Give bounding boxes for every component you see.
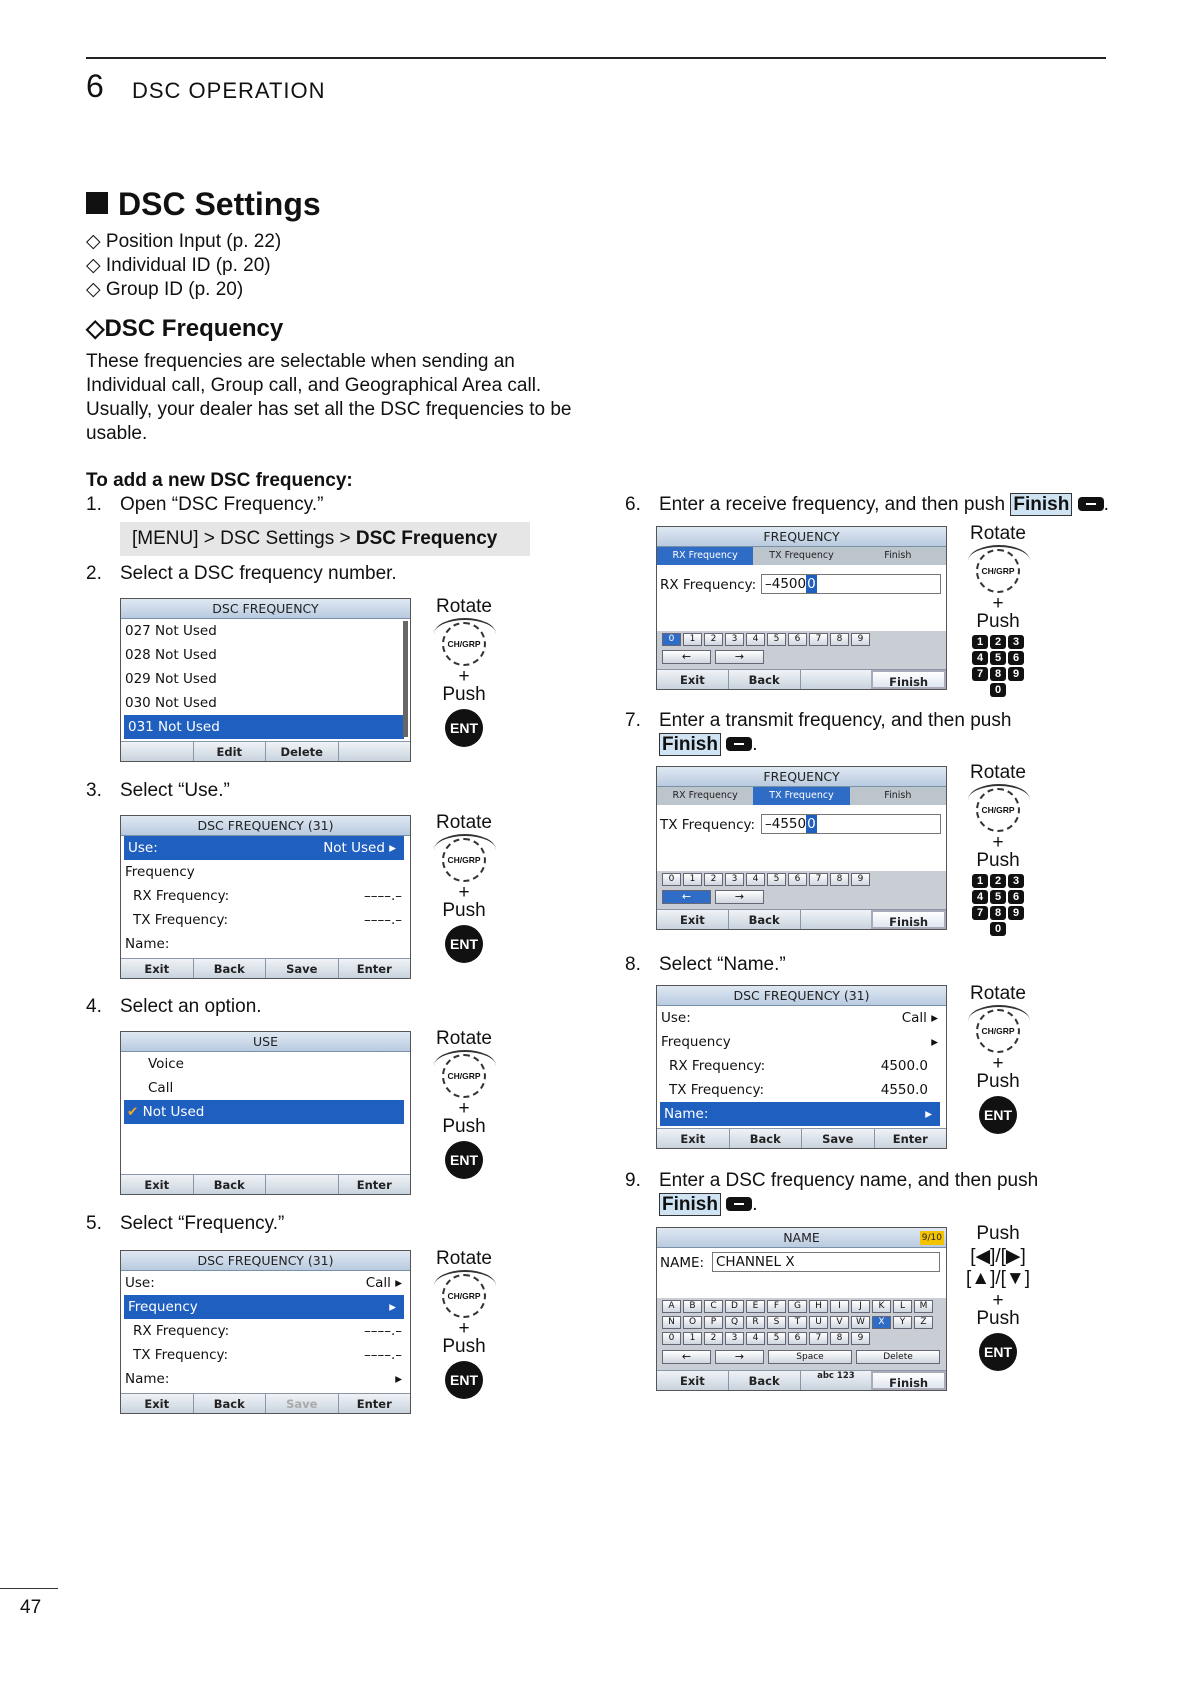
- key-s[interactable]: S: [767, 1316, 786, 1329]
- key-j[interactable]: J: [851, 1300, 870, 1313]
- right-arrow-key[interactable]: →: [715, 890, 764, 904]
- step-9: 9. Enter a DSC frequency name, and then push: [625, 1170, 1039, 1191]
- control-rotate-push: Rotate CH/GRP + Push ENT: [424, 1028, 504, 1179]
- key-5[interactable]: 5: [767, 1332, 786, 1345]
- screen-rx-frequency-entry: [656, 526, 947, 690]
- ent-key[interactable]: ENT: [445, 1361, 483, 1399]
- ent-key[interactable]: ENT: [979, 1333, 1017, 1371]
- softkey-finish[interactable]: Finish: [871, 670, 946, 689]
- softkey[interactable]: [265, 1175, 338, 1194]
- rx-frequency-row: RX Frequency: ––––.–: [133, 1323, 402, 1339]
- screen-title: DSC FREQUENCY (31): [121, 1251, 410, 1271]
- screen-title: DSC FREQUENCY (31): [657, 986, 946, 1006]
- screen-tx-frequency-entry: [656, 766, 947, 930]
- edit-keys: [662, 1350, 940, 1364]
- key-2[interactable]: 2: [704, 873, 723, 886]
- key-b[interactable]: B: [683, 1300, 702, 1313]
- softkey[interactable]: [800, 670, 872, 689]
- chapter-title: DSC OPERATION: [132, 78, 326, 103]
- key-a[interactable]: A: [662, 1300, 681, 1313]
- chapter-number: 6: [86, 68, 104, 104]
- softkey-exit[interactable]: Exit: [680, 913, 705, 927]
- minus-key-icon: [1078, 497, 1104, 511]
- list-item[interactable]: 030 Not Used: [125, 695, 217, 711]
- letter-keys-row-1: [662, 1300, 933, 1313]
- finish-key: Finish: [659, 1193, 721, 1216]
- key-8[interactable]: 8: [830, 873, 849, 886]
- tab-tx-frequency[interactable]: TX Frequency: [753, 787, 849, 805]
- link-individual-id[interactable]: ◇ Individual ID (p. 20): [86, 255, 271, 276]
- left-arrow-key[interactable]: ←: [662, 1350, 711, 1364]
- key-l[interactable]: L: [893, 1300, 912, 1313]
- softkey-save[interactable]: Save: [265, 959, 338, 978]
- softkey-exit[interactable]: Exit: [144, 962, 170, 976]
- ch-grp-dial-icon[interactable]: CH/GRP: [976, 788, 1020, 832]
- control-rotate-push: Rotate CH/GRP + Push ENT: [424, 596, 504, 747]
- frequency-tabs: [657, 787, 946, 805]
- digit-keys: [662, 873, 870, 886]
- name-row[interactable]: Name:: [125, 936, 170, 952]
- screen-dsc-frequency-31-use: [120, 815, 411, 979]
- key-x[interactable]: X: [872, 1316, 891, 1329]
- delete-key[interactable]: Delete: [856, 1350, 940, 1364]
- option-call[interactable]: Call: [148, 1080, 174, 1096]
- list-item-selected[interactable]: 031 Not Used: [124, 715, 404, 739]
- softkey[interactable]: [800, 910, 872, 929]
- step-2: 2. Select a DSC frequency number.: [86, 563, 397, 584]
- key-2[interactable]: 2: [704, 633, 723, 646]
- softkey-enter[interactable]: Enter: [338, 959, 411, 978]
- tx-frequency-row: TX Frequency: ––––.–: [133, 912, 402, 928]
- tx-frequency-input[interactable]: –45500: [761, 814, 941, 834]
- softkey-back[interactable]: Back: [728, 910, 800, 929]
- option-not-used[interactable]: ✔ Not Used: [124, 1100, 404, 1124]
- option-voice[interactable]: Voice: [148, 1056, 184, 1072]
- menu-path: [MENU] > DSC Settings > DSC Frequency: [120, 522, 530, 556]
- softkey-back[interactable]: Back: [728, 1371, 800, 1390]
- softkey-finish[interactable]: Finish: [871, 910, 946, 929]
- key-3[interactable]: 3: [725, 633, 744, 646]
- key-5[interactable]: 5: [767, 873, 786, 886]
- control-push-arrows: Push [◀]/[▶] [▲]/[▼] + Push ENT: [958, 1223, 1038, 1371]
- control-rotate-push: Rotate CH/GRP + Push ENT: [424, 1248, 504, 1399]
- char-count-badge: 9/10: [921, 1233, 942, 1243]
- key-f[interactable]: F: [767, 1300, 786, 1313]
- key-r[interactable]: R: [746, 1316, 765, 1329]
- softkey-save[interactable]: Save: [801, 1129, 874, 1148]
- minus-key-icon: [726, 737, 752, 751]
- softkey-back[interactable]: Back: [193, 1175, 266, 1194]
- use-row[interactable]: Use: Not Used ▸: [124, 836, 404, 860]
- digit-keys: [662, 633, 870, 646]
- key-5[interactable]: 5: [767, 633, 786, 646]
- key-m[interactable]: M: [914, 1300, 933, 1313]
- finish-key: Finish: [1010, 493, 1072, 516]
- ent-key[interactable]: ENT: [445, 1141, 483, 1179]
- frequency-row[interactable]: Frequency: [125, 864, 195, 880]
- softkey-enter[interactable]: Enter: [338, 1394, 411, 1413]
- key-2[interactable]: 2: [704, 1332, 723, 1345]
- section-title: DSC Settings: [86, 186, 321, 223]
- key-6[interactable]: 6: [788, 1332, 807, 1345]
- list-item[interactable]: 027 Not Used: [125, 623, 217, 639]
- softkey-back[interactable]: Back: [728, 670, 800, 689]
- key-y[interactable]: Y: [893, 1316, 912, 1329]
- key-q[interactable]: Q: [725, 1316, 744, 1329]
- softkey-exit[interactable]: Exit: [144, 1397, 170, 1411]
- key-7[interactable]: 7: [809, 1332, 828, 1345]
- square-bullet-icon: [86, 192, 108, 214]
- key-4[interactable]: 4: [746, 873, 765, 886]
- subsection-title: ◇DSC Frequency: [86, 315, 284, 342]
- ent-key[interactable]: ENT: [445, 925, 483, 963]
- key-9[interactable]: 9: [851, 633, 870, 646]
- intro-paragraph: These frequencies are selectable when sending an Individual call, Group call, and Geographical Area call. Usually, your dealer has set all the DSC frequencies to be usable.: [86, 351, 572, 444]
- minus-key-icon: [726, 1197, 752, 1211]
- list-item[interactable]: 028 Not Used: [125, 647, 217, 663]
- screen-title: NAME 9/10: [657, 1228, 946, 1248]
- tab-rx-frequency[interactable]: RX Frequency: [657, 547, 753, 565]
- link-group-id[interactable]: ◇ Group ID (p. 20): [86, 279, 244, 300]
- softkey-edit[interactable]: Edit: [193, 742, 266, 761]
- tab-finish[interactable]: Finish: [884, 790, 912, 801]
- use-row[interactable]: Use: Call ▸: [125, 1275, 402, 1291]
- link-position-input[interactable]: ◇ Position Input (p. 22): [86, 231, 282, 252]
- softkey-back[interactable]: Back: [193, 959, 266, 978]
- frequency-tabs: [657, 547, 946, 565]
- key-c[interactable]: C: [704, 1300, 723, 1313]
- step-1: 1. Open “DSC Frequency.”: [86, 494, 324, 515]
- screen-title: DSC FREQUENCY (31): [121, 816, 410, 836]
- softkey-exit[interactable]: Exit: [680, 1132, 706, 1146]
- key-9[interactable]: 9: [851, 873, 870, 886]
- key-v[interactable]: V: [830, 1316, 849, 1329]
- key-p[interactable]: P: [704, 1316, 723, 1329]
- softkey-back[interactable]: Back: [193, 1394, 266, 1413]
- screen-title: USE: [121, 1032, 410, 1052]
- ch-grp-dial-icon[interactable]: CH/GRP: [976, 1009, 1020, 1053]
- softkey-delete[interactable]: Delete: [265, 742, 338, 761]
- softkey-bar: [121, 958, 410, 978]
- name-input[interactable]: CHANNEL X: [712, 1252, 940, 1272]
- procedure-heading: To add a new DSC frequency:: [86, 470, 353, 491]
- rx-frequency-label: RX Frequency:: [660, 577, 757, 593]
- softkey-bar: [121, 1174, 410, 1194]
- key-1[interactable]: 1: [683, 1332, 702, 1345]
- key-d[interactable]: D: [725, 1300, 744, 1313]
- screen-dsc-frequency-31-frequency: [120, 1250, 411, 1414]
- key-3[interactable]: 3: [725, 1332, 744, 1345]
- key-8[interactable]: 8: [830, 633, 849, 646]
- key-0[interactable]: 0: [662, 633, 681, 646]
- softkey-exit[interactable]: Exit: [680, 1374, 705, 1388]
- ent-key[interactable]: ENT: [979, 1096, 1017, 1134]
- screen-name-entry: [656, 1227, 947, 1391]
- softkey[interactable]: [338, 742, 411, 761]
- up-down-keys[interactable]: [▲]/[▼]: [965, 1268, 1030, 1289]
- key-h[interactable]: H: [809, 1300, 828, 1313]
- cursor-keys: [662, 890, 764, 904]
- tx-frequency-row: TX Frequency: 4550.0: [669, 1082, 928, 1098]
- key-6[interactable]: 6: [788, 873, 807, 886]
- step-3: 3. Select “Use.”: [86, 780, 230, 801]
- scrollbar[interactable]: [403, 621, 408, 737]
- key-u[interactable]: U: [809, 1316, 828, 1329]
- cursor-keys: [662, 650, 764, 664]
- softkey-enter[interactable]: Enter: [338, 1175, 411, 1194]
- key-i[interactable]: I: [830, 1300, 849, 1313]
- key-0[interactable]: 0: [662, 873, 681, 886]
- list-item[interactable]: 029 Not Used: [125, 671, 217, 687]
- step-7: 7. Enter a transmit frequency, and then push: [625, 710, 1012, 731]
- step-5: 5. Select “Frequency.”: [86, 1213, 285, 1234]
- key-k[interactable]: K: [872, 1300, 891, 1313]
- name-row[interactable]: Name: ▸: [125, 1371, 402, 1387]
- step-6: 6. Enter a receive frequency, and then push Finish .: [625, 494, 1109, 515]
- name-label: NAME:: [660, 1255, 705, 1271]
- step-9-finish: Finish .: [659, 1194, 758, 1216]
- screen-title: FREQUENCY: [657, 767, 946, 787]
- ch-grp-dial-icon[interactable]: CH/GRP: [976, 549, 1020, 593]
- step-7-finish: Finish .: [659, 734, 758, 756]
- softkey-bar: [121, 741, 410, 761]
- control-rotate-push-numpad: Rotate CH/GRP + Push 1 2 3 4 5 6 7 8 9 0: [958, 762, 1038, 936]
- right-arrow-key[interactable]: →: [715, 650, 764, 664]
- key-3[interactable]: 3: [725, 873, 744, 886]
- letter-keys-row-2: [662, 1316, 933, 1329]
- footer-rule: [0, 1588, 58, 1589]
- use-row[interactable]: Use: Call ▸: [661, 1010, 938, 1026]
- rx-frequency-input[interactable]: –45000: [761, 574, 941, 594]
- ch-grp-dial-icon[interactable]: CH/GRP: [442, 1274, 486, 1318]
- page-number: 47: [20, 1597, 42, 1618]
- softkey-bar: [657, 1370, 946, 1390]
- left-arrow-key[interactable]: ←: [662, 650, 711, 664]
- key-n[interactable]: N: [662, 1316, 681, 1329]
- frequency-row[interactable]: Frequency ▸: [124, 1295, 404, 1319]
- tab-tx-frequency[interactable]: TX Frequency: [769, 550, 834, 561]
- finish-key: Finish: [659, 733, 721, 756]
- screen-title: FREQUENCY: [657, 527, 946, 547]
- rx-frequency-row: RX Frequency: 4500.0: [669, 1058, 928, 1074]
- softkey[interactable]: [121, 742, 193, 761]
- name-row[interactable]: Name: ▸: [660, 1102, 940, 1126]
- tx-frequency-row: TX Frequency: ––––.–: [133, 1347, 402, 1363]
- key-7[interactable]: 7: [809, 873, 828, 886]
- key-4[interactable]: 4: [746, 633, 765, 646]
- softkey-bar: [657, 1128, 946, 1148]
- softkey-exit[interactable]: Exit: [680, 673, 705, 687]
- ch-grp-dial-icon[interactable]: CH/GRP: [442, 838, 486, 882]
- screen-use-options: [120, 1031, 411, 1195]
- key-1[interactable]: 1: [683, 873, 702, 886]
- numeric-keypad-icon[interactable]: 1 2 3 4 5 6 7 8 9 0: [958, 874, 1038, 936]
- softkey-bar: [121, 1393, 410, 1413]
- softkey-save[interactable]: Save: [265, 1394, 338, 1413]
- ch-grp-dial-icon[interactable]: CH/GRP: [442, 622, 486, 666]
- right-arrow-key[interactable]: →: [715, 1350, 764, 1364]
- key-6[interactable]: 6: [788, 633, 807, 646]
- frequency-row[interactable]: Frequency ▸: [661, 1034, 938, 1050]
- left-right-keys[interactable]: [◀]/[▶]: [970, 1246, 1026, 1267]
- key-z[interactable]: Z: [914, 1316, 933, 1329]
- key-4[interactable]: 4: [746, 1332, 765, 1345]
- softkey-finish[interactable]: Finish: [871, 1371, 946, 1390]
- control-rotate-push: Rotate CH/GRP + Push ENT: [958, 983, 1038, 1134]
- key-w[interactable]: W: [851, 1316, 870, 1329]
- softkey-bar: [657, 669, 946, 689]
- key-o[interactable]: O: [683, 1316, 702, 1329]
- screen-dsc-frequency-list: [120, 598, 411, 762]
- check-icon: ✔: [127, 1104, 139, 1120]
- control-rotate-push-numpad: Rotate CH/GRP + Push 1 2 3 4 5 6 7 8 9 0: [958, 523, 1038, 697]
- softkey-bar: [657, 909, 946, 929]
- left-arrow-key[interactable]: ←: [662, 890, 711, 904]
- numeric-keypad-icon[interactable]: 1 2 3 4 5 6 7 8 9 0: [958, 635, 1038, 697]
- softkey-back[interactable]: Back: [729, 1129, 802, 1148]
- digit-keys: [662, 1332, 870, 1345]
- space-key[interactable]: Space: [768, 1350, 852, 1364]
- ent-key[interactable]: ENT: [445, 709, 483, 747]
- ch-grp-dial-icon[interactable]: CH/GRP: [442, 1054, 486, 1098]
- key-1[interactable]: 1: [683, 633, 702, 646]
- softkey-abc-123[interactable]: abc 123: [800, 1371, 872, 1390]
- reference-links: [86, 230, 281, 302]
- step-8: 8. Select “Name.”: [625, 954, 786, 975]
- key-8[interactable]: 8: [830, 1332, 849, 1345]
- softkey-exit[interactable]: Exit: [144, 1178, 170, 1192]
- key-9[interactable]: 9: [851, 1332, 870, 1345]
- tx-frequency-label: TX Frequency:: [660, 817, 756, 833]
- key-0[interactable]: 0: [662, 1332, 681, 1345]
- key-g[interactable]: G: [788, 1300, 807, 1313]
- key-t[interactable]: T: [788, 1316, 807, 1329]
- rx-frequency-row: RX Frequency: ––––.–: [133, 888, 402, 904]
- screen-title: DSC FREQUENCY: [121, 599, 410, 619]
- key-e[interactable]: E: [746, 1300, 765, 1313]
- key-7[interactable]: 7: [809, 633, 828, 646]
- control-rotate-push: Rotate CH/GRP + Push ENT: [424, 812, 504, 963]
- tab-finish[interactable]: Finish: [884, 550, 912, 561]
- step-4: 4. Select an option.: [86, 996, 262, 1017]
- screen-dsc-frequency-31-name: [656, 985, 947, 1149]
- softkey-enter[interactable]: Enter: [874, 1129, 947, 1148]
- tab-rx-frequency[interactable]: RX Frequency: [672, 790, 738, 801]
- header-rule: [86, 57, 1106, 59]
